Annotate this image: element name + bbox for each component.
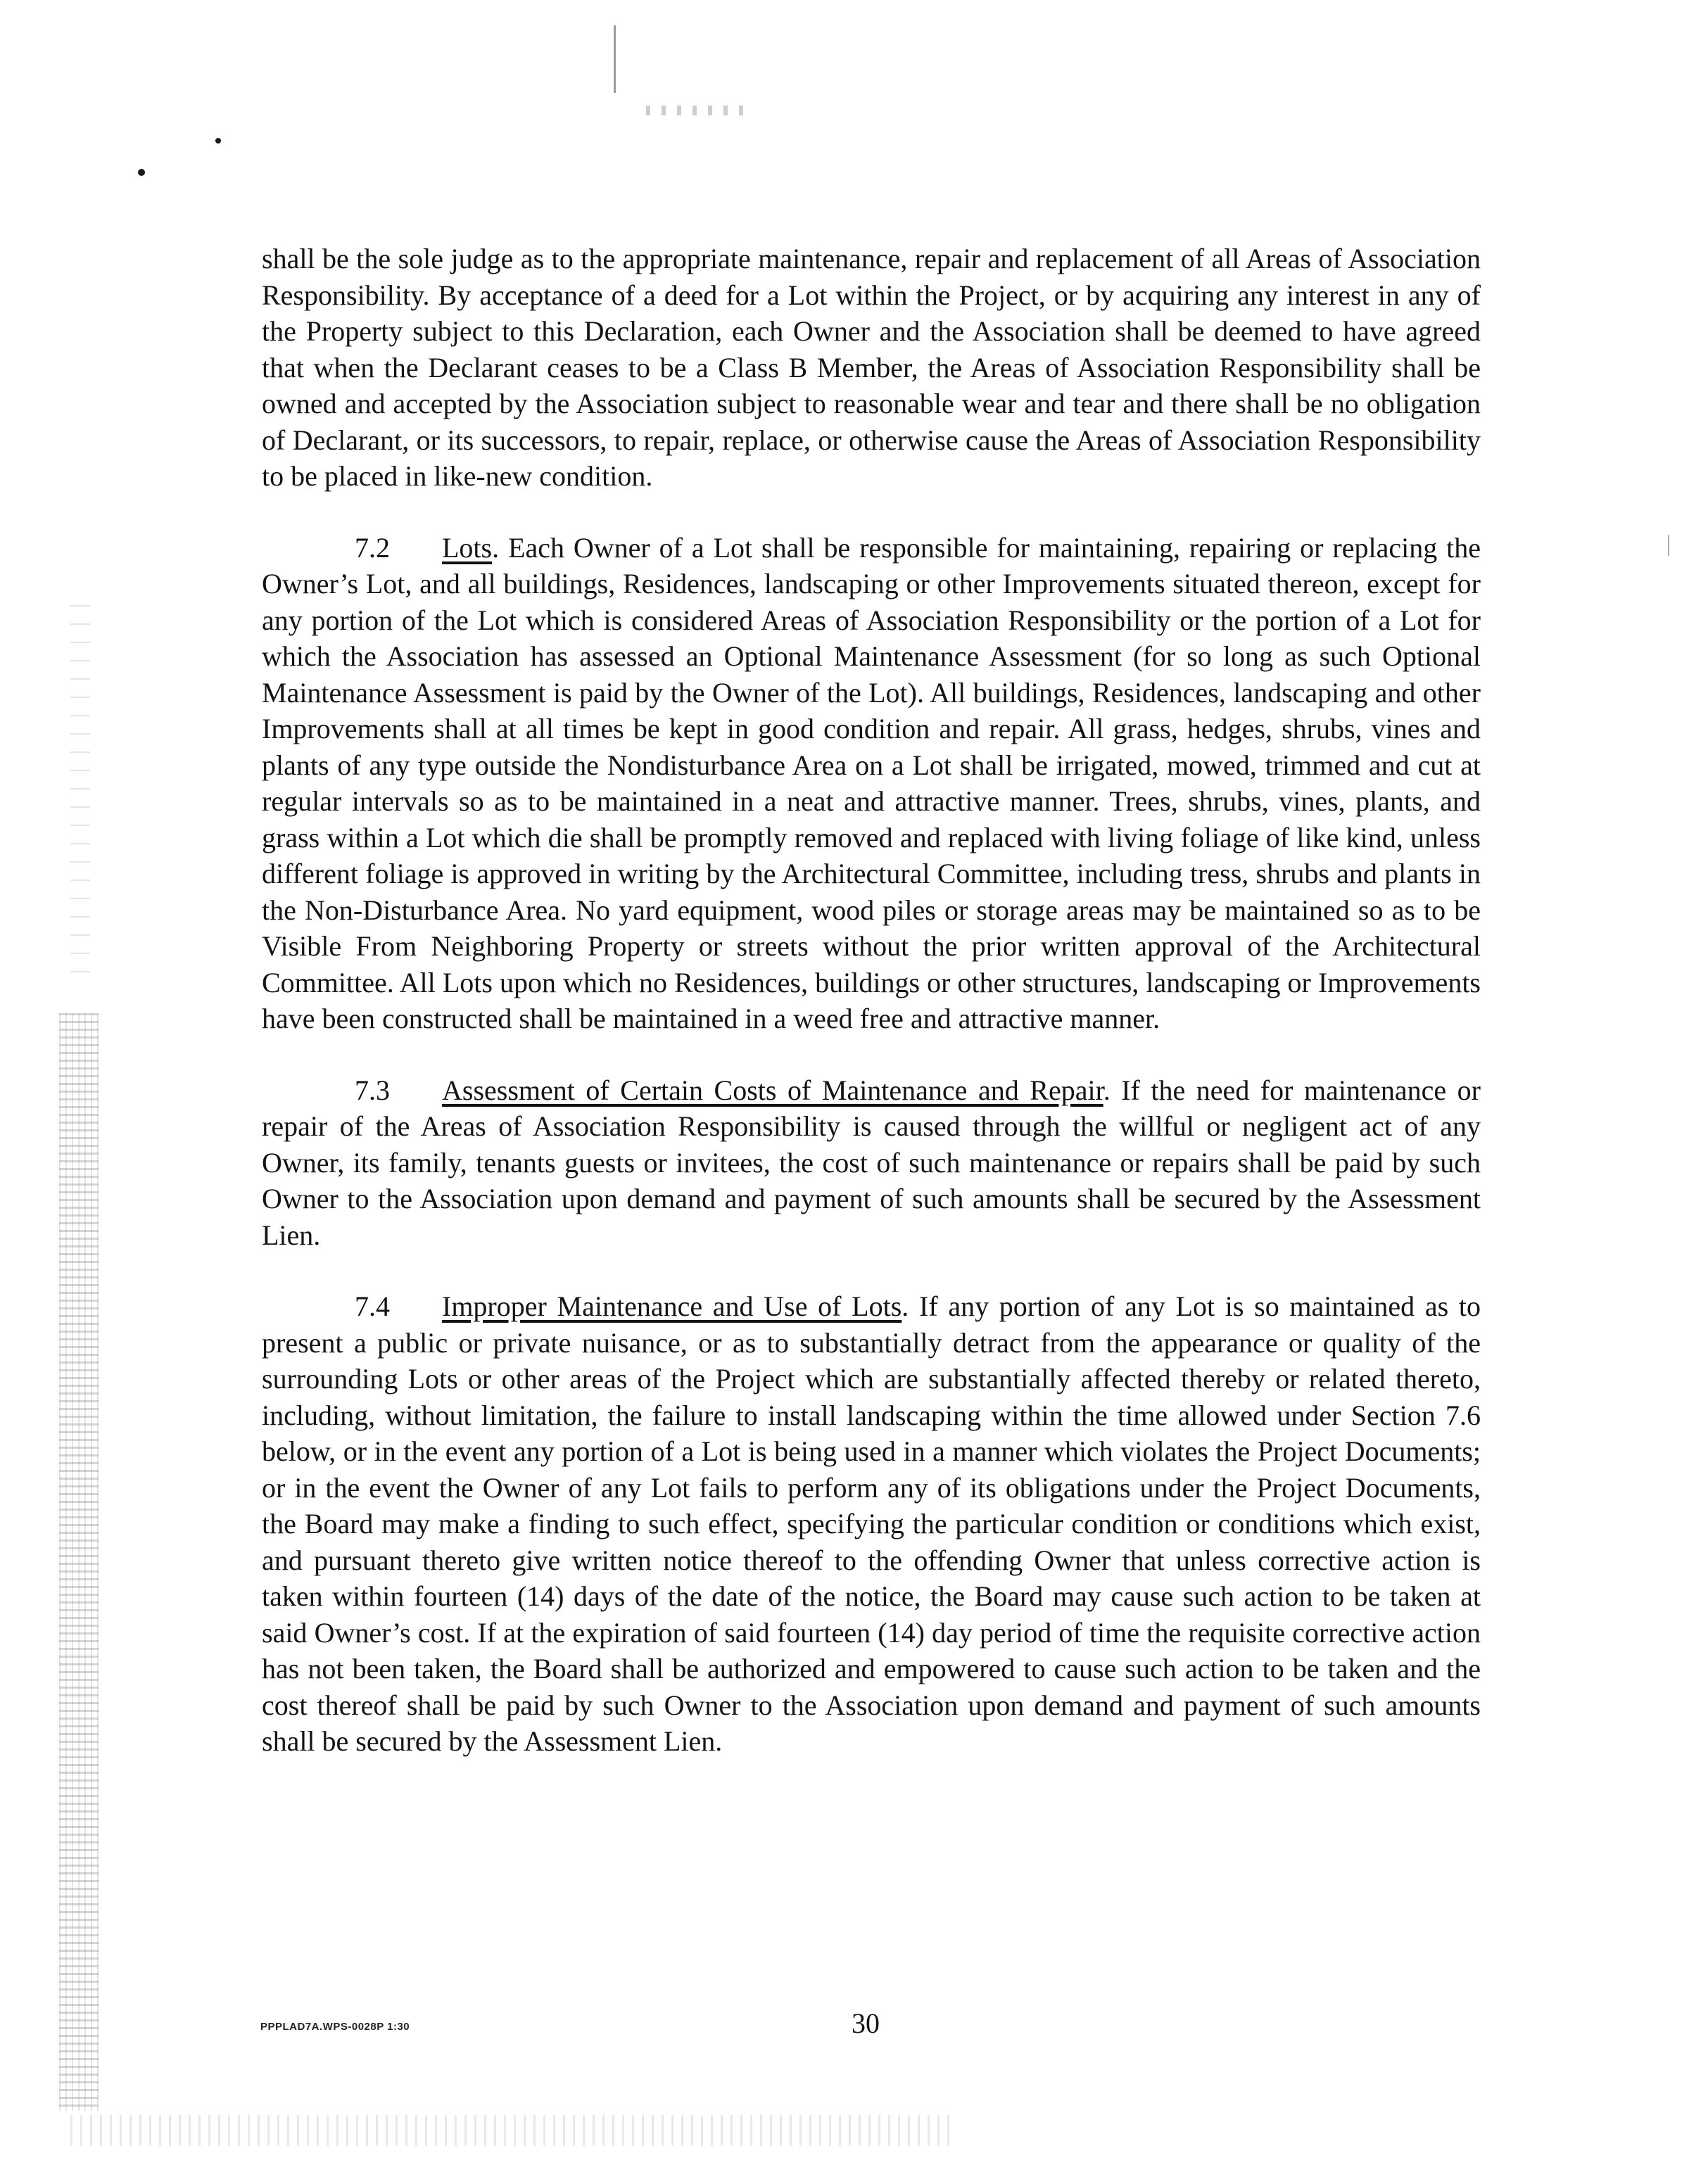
section-heading: Lots [442, 531, 493, 564]
scan-artifact-left-margin [70, 605, 90, 985]
scan-artifact-dot [138, 169, 145, 176]
scan-artifact-dot [215, 138, 221, 144]
section-7-2 [262, 530, 1481, 1037]
paragraph-text: shall be the sole judge as to the appropriate maintenance, repair and replacement of all Areas of Association Responsibility. By acceptance of a deed for a Lot within the Project, or by acquiring any interest in any of the Property subject to this Declaration, each Owner and the Association shall be deemed to have agreed that when the Declarant ceases to be a Class B Member, the Areas of Association Responsibility shall be owned and accepted by the Association subject to reasonable wear and tear and there shall be no obligation of Declarant, or its successors, to repair, replace, or otherwise cause the Areas of Association Responsibility to be placed in like-new condition. [262, 243, 1481, 492]
section-text: . If any portion of any Lot is so maintained as to present a public or private nuisance, or as to substantially detract from the appearance or quality of the surrounding Lots or other areas of the Project which are substantially affected thereby or related thereto, including, without limitation, the failure to install landscaping within the time allowed under Section 7.6 below, or in the event any portion of a Lot is being used in a manner which violates the Project Documents; or in the event the Owner of any Lot fails to perform any of its obligations under the Project Documents, the Board may make a finding to such effect, specifying the particular condition or conditions which exist, and pursuant thereto give written notice thereof to the offending Owner that unless corrective action is taken within fourteen (14) days of the date of the notice, the Board may cause such action to be taken at said Owner’s cost. If at the expiration of said fourteen (14) day period of time the requisite corrective action has not been taken, the Board shall be authorized and empowered to cause such action to be taken and the cost thereof shall be paid by such Owner to the Association upon demand and payment of such amounts shall be secured by the Assessment Lien. [262, 1290, 1481, 1757]
page-number: 30 [852, 2007, 880, 2039]
section-7-3 [262, 1072, 1481, 1254]
section-number: 7.4 [355, 1290, 390, 1322]
section-text: . If the need for maintenance or repair of the Areas of Association Responsibility is caused through the willful or negligent act of any Owner, its family, tenants guests or invitees, the cost of such maintenance or repairs shall be paid by such Owner to the Association upon demand and payment of such amounts shall be secured by the Assessment Lien. [262, 1074, 1481, 1251]
section-7-4 [262, 1288, 1481, 1760]
section-text: . Each Owner of a Lot shall be responsible for maintaining, repairing or replacing the Owner’s Lot, and all buildings, Residences, landscaping or other Improvements situated thereon, except for any portion of the Lot which is considered Areas of Association Responsibility or the portion of a Lot for which the Association has assessed an Optional Maintenance Assessment (for so long as such Optional Maintenance Assessment is paid by the Owner of the Lot). All buildings, Residences, landscaping and other Improvements shall at all times be kept in good condition and repair. All grass, hedges, shrubs, vines and plants of any type outside the Nondisturbance Area on a Lot shall be irrigated, mowed, trimmed and cut at regular intervals so as to be maintained in a neat and attractive manner. Trees, shrubs, vines, plants, and grass within a Lot which die shall be promptly removed and replaced with living foliage of like kind, unless different foliage is approved in writing by the Architectural Committee, including tress, shrubs and plants in the Non-Disturbance Area. No yard equipment, wood piles or storage areas may be maintained so as to be Visible From Neighboring Property or streets without the prior written approval of the Architectural Committee. All Lots upon which no Residences, buildings or other structures, landscaping or Improvements have been constructed shall be maintained in a weed free and attractive manner. [262, 531, 1481, 1034]
footer-file-code: PPPLAD7A.WPS-0028P 1:30 [260, 2021, 410, 2033]
section-number: 7.2 [355, 531, 390, 564]
scan-artifact-bottom [70, 2115, 950, 2146]
scan-artifact-marks [646, 106, 752, 115]
paragraph-continuation [262, 241, 1481, 495]
section-number: 7.3 [355, 1074, 390, 1106]
document-body [262, 241, 1481, 1760]
scan-artifact-left-margin [59, 1013, 99, 2111]
section-heading: Assessment of Certain Costs of Maintenance and Repair [442, 1074, 1103, 1106]
scan-artifact-right [1668, 535, 1669, 556]
scan-artifact-line [614, 25, 616, 93]
section-heading: Improper Maintenance and Use of Lots [442, 1290, 902, 1322]
